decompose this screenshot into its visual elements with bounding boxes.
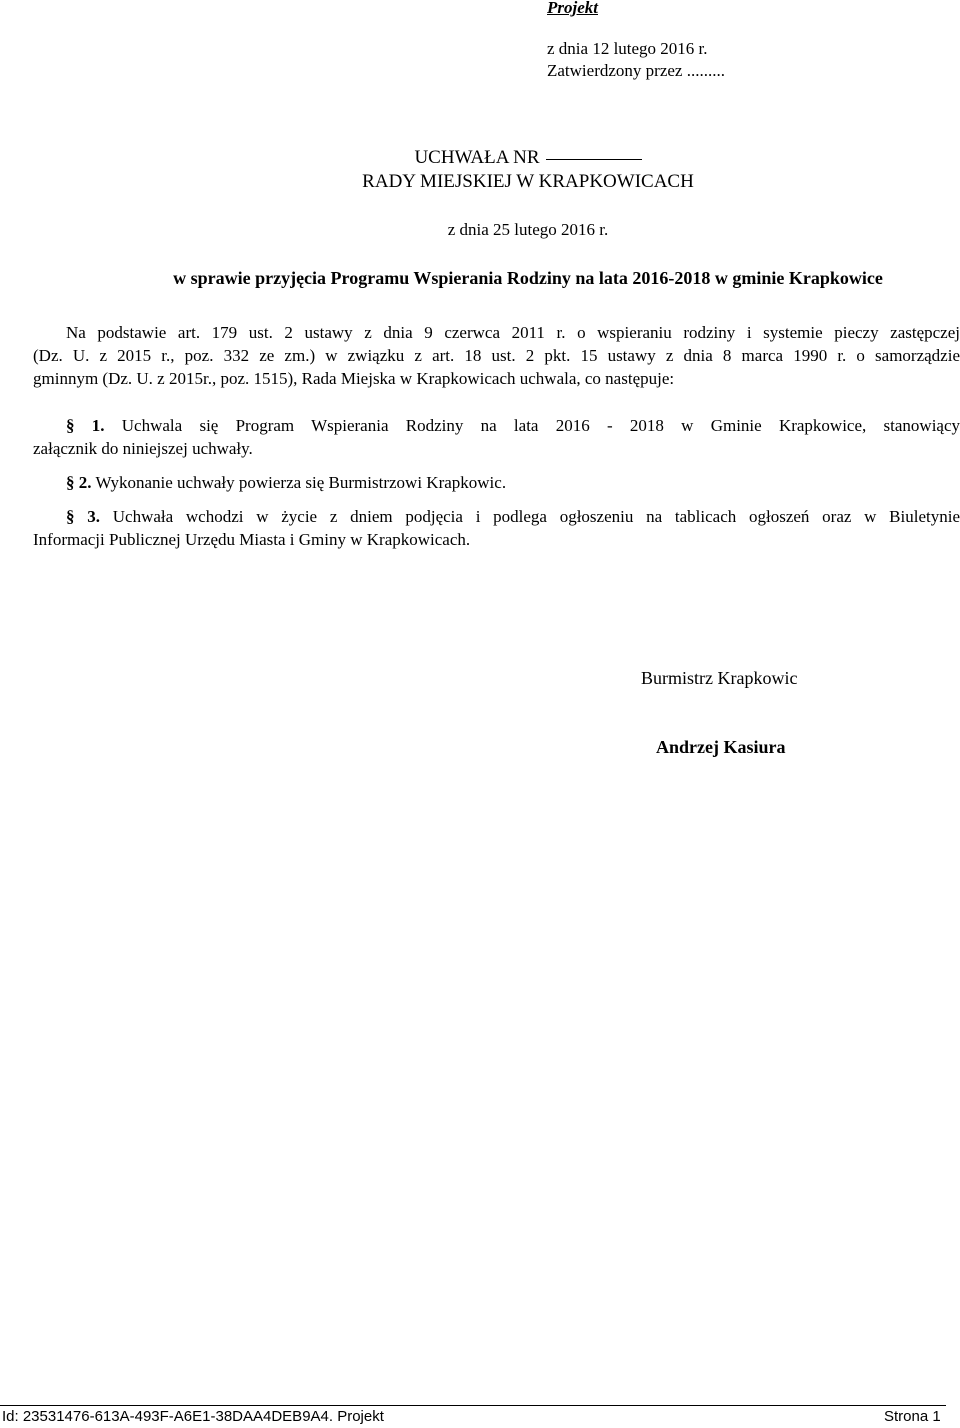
section-2: § 2. Wykonanie uchwały powierza się Burmistrzowi Krapkowic.	[66, 473, 507, 492]
resolution-number: UCHWAŁA NR	[0, 145, 960, 170]
footer-divider	[0, 1405, 946, 1406]
council-name: RADY MIEJSKIEJ W KRAPKOWICACH	[362, 171, 694, 192]
preamble: Na podstawie art. 179 ust. 2 ustawy z dnia 9 czerwca 2011 r. o wspieraniu rodziny i systemie pieczy zastępczej (Dz. U. z 2015 r., poz. 332 ze zm.) w związku z art. 18 ust. 2 pkt. 15 ustawy z dnia 8 marca 1990 r. o samorządzie gminnym (Dz. U. z 2015r., poz. 1515), Rada Miejska w Krapkowicach uchwala, co następuje:	[33, 323, 960, 388]
header-approved-by: Zatwierdzony przez .........	[547, 61, 725, 80]
section-marker: § 3.	[66, 507, 100, 526]
draft-status-label: Projekt	[547, 0, 598, 17]
resolution-date: z dnia 25 lutego 2016 r.	[447, 220, 609, 239]
number-blank-line	[546, 159, 642, 160]
resolution-subject: w sprawie przyjęcia Programu Wspierania Rodziny na lata 2016-2018 w gminie Krapkowice	[173, 268, 883, 288]
signatory-role: Burmistrz Krapkowic	[641, 668, 798, 688]
section-3: § 3. Uchwała wchodzi w życie z dniem podjęcia i podlega ogłoszeniu na tablicach ogłoszeń oraz w Biuletynie Informacji Publicznej Urzędu Miasta i Gminy w Krapkowicach.	[33, 507, 960, 549]
header-date-block	[547, 38, 725, 82]
section-1: § 1. Uchwala się Program Wspierania Rodziny na lata 2016 - 2018 w Gminie Krapkowice, stanowiący załącznik do niniejszej uchwały.	[33, 416, 960, 458]
section-marker: § 1.	[66, 416, 105, 435]
page-number: Strona 1	[884, 1408, 941, 1425]
section-marker: § 2.	[66, 473, 92, 492]
header-date: z dnia 12 lutego 2016 r.	[547, 39, 708, 58]
signatory-name: Andrzej Kasiura	[656, 737, 786, 757]
document-id: Id: 23531476-613A-493F-A6E1-38DAA4DEB9A4. Projekt	[2, 1408, 384, 1425]
